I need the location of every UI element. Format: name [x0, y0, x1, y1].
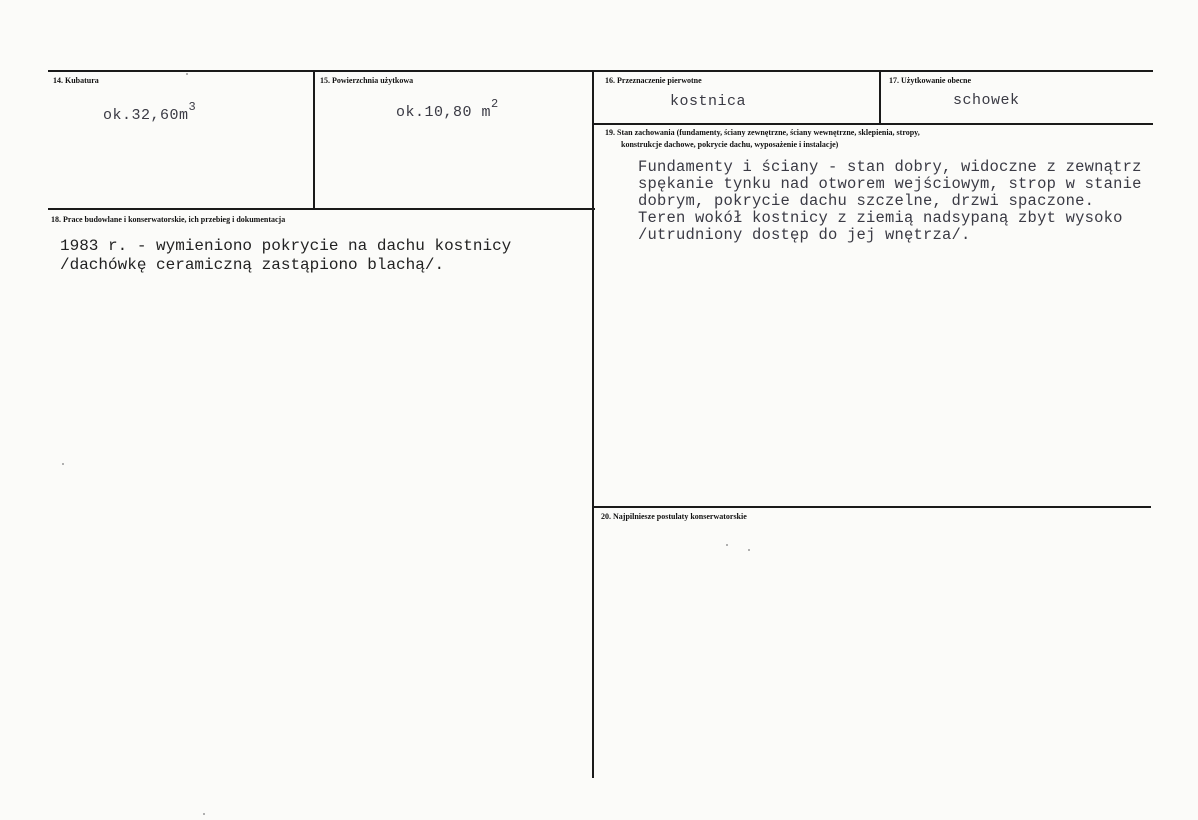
top-rule [48, 70, 1153, 72]
divider-left-right [592, 70, 594, 778]
rule-14-15-bottom [48, 208, 595, 210]
divider-14-15 [313, 70, 315, 209]
area-value: ok.10,80 m [396, 104, 492, 121]
section-14-value [103, 100, 197, 124]
works-line: 1983 r. - wymieniono pokrycie na dachu kostnicy [60, 237, 512, 255]
section-19-label-line1: 19. Stan zachowania (fundamenty, ściany zewnętrzne, ściany wewnętrzne, sklepienia, stropy, [605, 128, 920, 137]
scan-speck [62, 463, 64, 465]
section-15-value [396, 97, 499, 121]
section-17-label: 17. Użytkowanie obecne [889, 76, 971, 85]
scan-speck [726, 544, 728, 546]
condition-line: Fundamenty i ściany - stan dobry, widoczne z zewnątrz [638, 158, 1142, 176]
condition-line: Teren wokół kostnicy z ziemią nadsypaną zbyt wysoko [638, 209, 1123, 227]
condition-line: /utrudniony dostęp do jej wnętrza/. [638, 226, 971, 244]
works-line: /dachówkę ceramiczną zastąpiono blachą/. [60, 256, 445, 274]
volume-value: ok.32,60m [103, 107, 189, 124]
scan-speck [748, 549, 750, 551]
scan-speck [186, 73, 188, 75]
scan-speck [203, 813, 205, 815]
section-19-label-line2: konstrukcje dachowe, pokrycie dachu, wyposażenie i instalacje) [621, 140, 839, 149]
condition-line: dobrym, pokrycie dachu szczelne, drzwi spaczone. [638, 192, 1095, 210]
area-unit-exponent: 2 [491, 97, 499, 111]
section-16-value: kostnica [670, 93, 747, 110]
volume-unit-exponent: 3 [188, 100, 197, 114]
section-15-label: 15. Powierzchnia użytkowa [320, 76, 414, 85]
section-17-value: schowek [953, 92, 1020, 109]
section-18-label: 18. Prace budowlane i konserwatorskie, ich przebieg i dokumentacja [51, 215, 286, 224]
rule-16-17-bottom [594, 123, 1153, 125]
divider-16-17 [879, 70, 881, 124]
rule-19-bottom [594, 506, 1151, 508]
condition-line: spękanie tynku nad otworem wejściowym, strop w stanie [638, 175, 1142, 193]
section-18-text [60, 237, 511, 275]
section-16-label: 16. Przeznaczenie pierwotne [605, 76, 702, 85]
section-20-label: 20. Najpilniesze postulaty konserwatorskie [601, 512, 747, 521]
section-19-text [638, 159, 1142, 244]
section-14-label: 14. Kubatura [53, 76, 99, 85]
